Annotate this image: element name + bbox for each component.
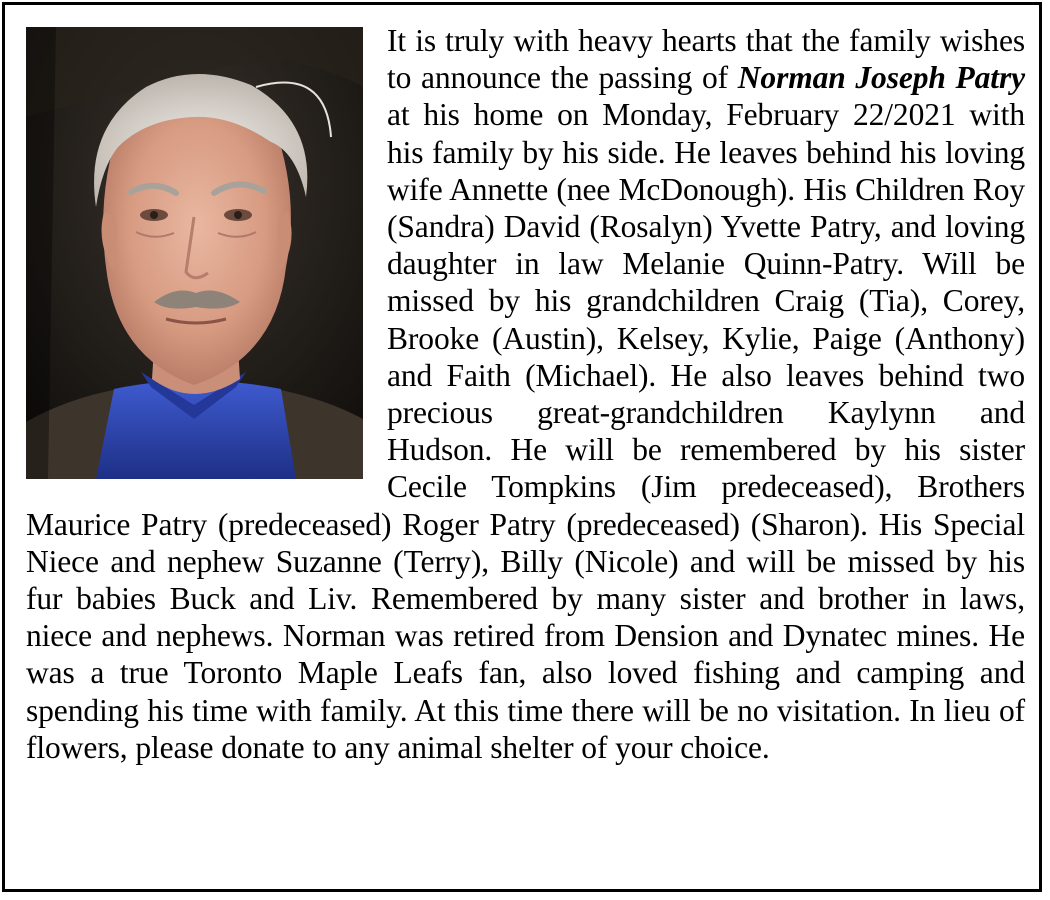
intro-text: It is truly with heavy hearts that the family wishes to announce the passing of bbox=[387, 23, 1025, 96]
obituary-text bbox=[26, 22, 1025, 766]
body-text: at his home on Monday, February 22/2021 with his family by his side. He leaves behind his loving wife Annette (nee McDonough). His Children Roy (Sandra) David (Rosalyn) Yvette Patry, and loving daughter in law Melanie Quinn-Patry. Will be missed by his grandchildren Craig (Tia), Corey, Brooke (Austin), Kelsey, Kylie, Paige (Anthony) and Faith (Michael). He also leaves behind two precious great-grandchildren Kaylynn and Hudson. He will be remembered by his sister Cecile Tompkins (Jim predeceased), Brothers Maurice Patry (predeceased) Roger Patry (predeceased) (Sharon). His Special Niece and nephew Suzanne (Terry), Billy (Nicole) and will be missed by his fur babies Buck and Liv. Remembered by many sister and brother in laws, niece and nephews. Norman was retired from Dension and Dynatec mines. He was a true Toronto Maple Leafs fan, also loved fishing and camping and spending his time with family. At this time there will be no visitation. In lieu of flowers, please donate to any animal shelter of your choice. bbox=[26, 97, 1025, 765]
deceased-name: Norman Joseph Patry bbox=[737, 60, 1025, 96]
portrait-image bbox=[26, 27, 363, 479]
portrait-photo bbox=[26, 27, 363, 479]
